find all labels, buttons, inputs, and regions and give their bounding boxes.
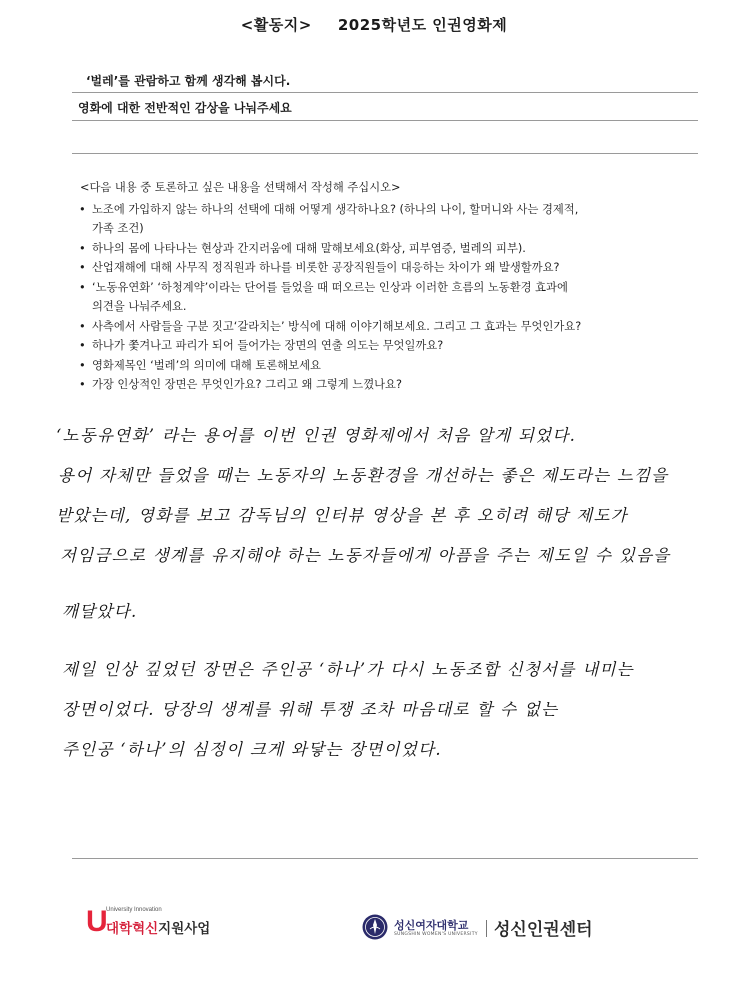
prompt-heading: 영화에 대한 전반적인 감상을 나눠주세요: [78, 101, 292, 115]
university-name: 성신여자대학교: [394, 919, 469, 932]
answer-line: 제일 인상 깊었던 장면은 주인공 ‘하나’가 다시 노동조합 신청서를 내미는: [62, 660, 634, 679]
questions-title: <다음 내용 중 토론하고 싶은 내용을 선택해서 작성해 주십시오>: [80, 181, 401, 194]
answer-line: 받았는데, 영화를 보고 감독님의 인터뷰 영상을 본 후 오히려 해당 제도가: [56, 506, 628, 525]
discussion-questions: [78, 178, 708, 395]
question-item: • ‘노동유연화’ ‘하청계약’이라는 단어를 들었을 때 떠오르는 인상과 이러한 흐름의 노동환경 효과에: [79, 280, 568, 294]
university-logo: [362, 914, 622, 954]
question-item: • 산업재해에 대해 사무직 정직원과 하나를 비롯한 공장직원들이 대응하는 차이가 왜 발생할까요?: [79, 261, 560, 274]
question-item: • 하나가 쫓겨나고 파리가 되어 들어가는 장면의 연출 의도는 무엇일까요?: [79, 339, 444, 352]
question-item: • 노조에 가입하지 않는 하나의 선택에 대해 어떻게 생각하나요? (하나의 나이, 할머니와 사는 경제적,: [79, 202, 579, 216]
u-logo-mark: U: [86, 905, 108, 938]
question-item: • 사측에서 사람들을 구분 짓고‘갈라치는’ 방식에 대해 이야기해보세요. 그리고 그 효과는 무엇인가요?: [79, 319, 582, 333]
question-item: • 하나의 몸에 나타나는 현상과 간지러움에 대해 말해보세요(화상, 피부염증, 벌레의 피부).: [79, 241, 526, 255]
divider: [72, 858, 698, 859]
answer-line: 용어 자체만 들었을 때는 노동자의 노동환경을 개선하는 좋은 제도라는 느낌을: [58, 466, 669, 485]
divider: [72, 120, 698, 121]
program-name: 대학혁신지원사업: [106, 921, 211, 937]
answer-line: 깨달았다.: [62, 602, 138, 621]
festival-title: 2025학년도 인권영화제: [337, 16, 508, 34]
logo-caption: University Innovation: [106, 907, 162, 913]
answer-line: ‘노동유연화’ 라는 용어를 이번 인권 영화제에서 처음 알게 되었다.: [56, 426, 577, 445]
logo-separator: [486, 920, 487, 937]
university-name-en: SUNGSHIN WOMEN'S UNIVERSITY: [394, 932, 478, 937]
question-item-continued: 의견을 나눠주세요.: [92, 300, 187, 313]
university-seal-icon: [362, 914, 388, 940]
divider: [72, 92, 698, 93]
answer-line: 장면이었다. 당장의 생계를 위해 투쟁 조차 마음대로 할 수 없는: [62, 700, 559, 719]
human-rights-center-name: 성신인권센터: [494, 920, 593, 940]
page-title: [0, 14, 748, 35]
divider: [72, 153, 698, 154]
activity-tag: <활동지>: [240, 16, 312, 34]
answer-line: 저임금으로 생계를 유지해야 하는 노동자들에게 아픔을 주는 제도일 수 있음을: [60, 546, 671, 565]
answer-line: 주인공 ‘하나’의 심정이 크게 와닿는 장면이었다.: [62, 740, 442, 759]
question-item: • 영화제목인 ‘벌레’의 의미에 대해 토론해보세요: [79, 358, 321, 372]
subtitle: ‘벌레’를 관람하고 함께 생각해 봅시다.: [86, 74, 291, 88]
question-item-continued: 가족 조건): [92, 222, 144, 235]
question-item: • 가장 인상적인 장면은 무엇인가요? 그리고 왜 그렇게 느꼈나요?: [79, 378, 402, 391]
question-list: [78, 200, 708, 395]
